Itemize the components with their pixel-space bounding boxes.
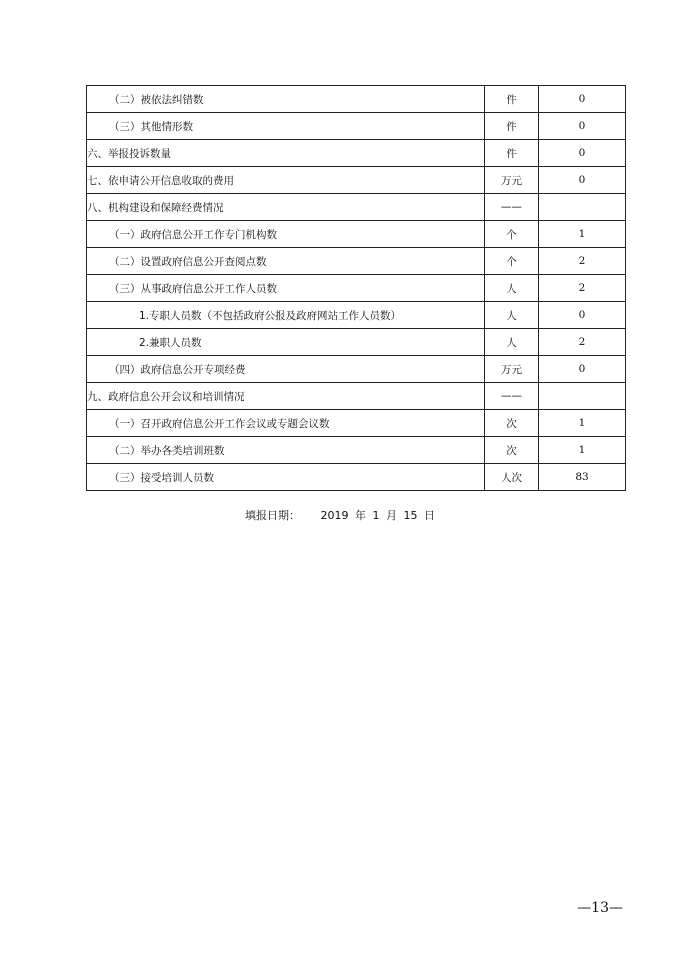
row-unit-cell: 件 [485, 113, 539, 140]
row-value-cell [539, 383, 626, 410]
row-item-cell: 2.兼职人员数 [87, 329, 485, 356]
table-row [87, 302, 626, 329]
row-value-cell: 0 [539, 140, 626, 167]
row-value-cell: 83 [539, 464, 626, 491]
table-row [87, 329, 626, 356]
row-unit-cell: 人 [485, 329, 539, 356]
row-value-cell: 0 [539, 302, 626, 329]
table-row [87, 356, 626, 383]
row-unit-cell: 人次 [485, 464, 539, 491]
row-item-cell: 九、政府信息公开会议和培训情况 [87, 383, 485, 410]
table-row [87, 194, 626, 221]
table-row [87, 248, 626, 275]
row-item-cell: 七、依申请公开信息收取的费用 [87, 167, 485, 194]
row-value-cell: 0 [539, 86, 626, 113]
table-row [87, 167, 626, 194]
statistics-table [86, 85, 626, 491]
row-value-cell: 0 [539, 113, 626, 140]
row-unit-cell: 次 [485, 410, 539, 437]
table-body [87, 86, 626, 491]
table-row [87, 275, 626, 302]
row-unit-cell: 件 [485, 86, 539, 113]
row-item-cell: （一）政府信息公开工作专门机构数 [87, 221, 485, 248]
table-row [87, 221, 626, 248]
row-value-cell: 1 [539, 437, 626, 464]
row-item-cell: （四）政府信息公开专项经费 [87, 356, 485, 383]
row-unit-cell: 人 [485, 302, 539, 329]
row-value-cell: 1 [539, 410, 626, 437]
row-item-cell: （三）接受培训人员数 [87, 464, 485, 491]
fill-date-label: 填报日期： [245, 509, 300, 522]
row-value-cell: 2 [539, 329, 626, 356]
row-unit-cell: 万元 [485, 167, 539, 194]
table-row [87, 86, 626, 113]
table-row [87, 437, 626, 464]
table-row [87, 113, 626, 140]
row-value-cell: 0 [539, 356, 626, 383]
row-unit-cell: —— [485, 194, 539, 221]
row-unit-cell: 件 [485, 140, 539, 167]
row-item-cell: 八、机构建设和保障经费情况 [87, 194, 485, 221]
row-unit-cell: 个 [485, 248, 539, 275]
row-item-cell: （二）被依法纠错数 [87, 86, 485, 113]
row-item-cell: （三）从事政府信息公开工作人员数 [87, 275, 485, 302]
table-row [87, 464, 626, 491]
row-item-cell: 六、举报投诉数量 [87, 140, 485, 167]
table-row [87, 383, 626, 410]
table-row [87, 410, 626, 437]
row-unit-cell: 个 [485, 221, 539, 248]
row-unit-cell: —— [485, 383, 539, 410]
row-value-cell [539, 194, 626, 221]
row-item-cell: （一）召开政府信息公开工作会议或专题会议数 [87, 410, 485, 437]
row-unit-cell: 人 [485, 275, 539, 302]
row-value-cell: 1 [539, 221, 626, 248]
row-value-cell: 2 [539, 275, 626, 302]
row-unit-cell: 次 [485, 437, 539, 464]
fill-date-line [0, 507, 680, 523]
fill-date-value: 2019 年 1 月 15 日 [320, 509, 435, 522]
row-value-cell: 0 [539, 167, 626, 194]
row-item-cell: （二）设置政府信息公开查阅点数 [87, 248, 485, 275]
table-row [87, 140, 626, 167]
row-unit-cell: 万元 [485, 356, 539, 383]
page-number: —13— [577, 900, 623, 916]
row-item-cell: （二）举办各类培训班数 [87, 437, 485, 464]
row-item-cell: （三）其他情形数 [87, 113, 485, 140]
row-value-cell: 2 [539, 248, 626, 275]
row-item-cell: 1.专职人员数（不包括政府公报及政府网站工作人员数） [87, 302, 485, 329]
